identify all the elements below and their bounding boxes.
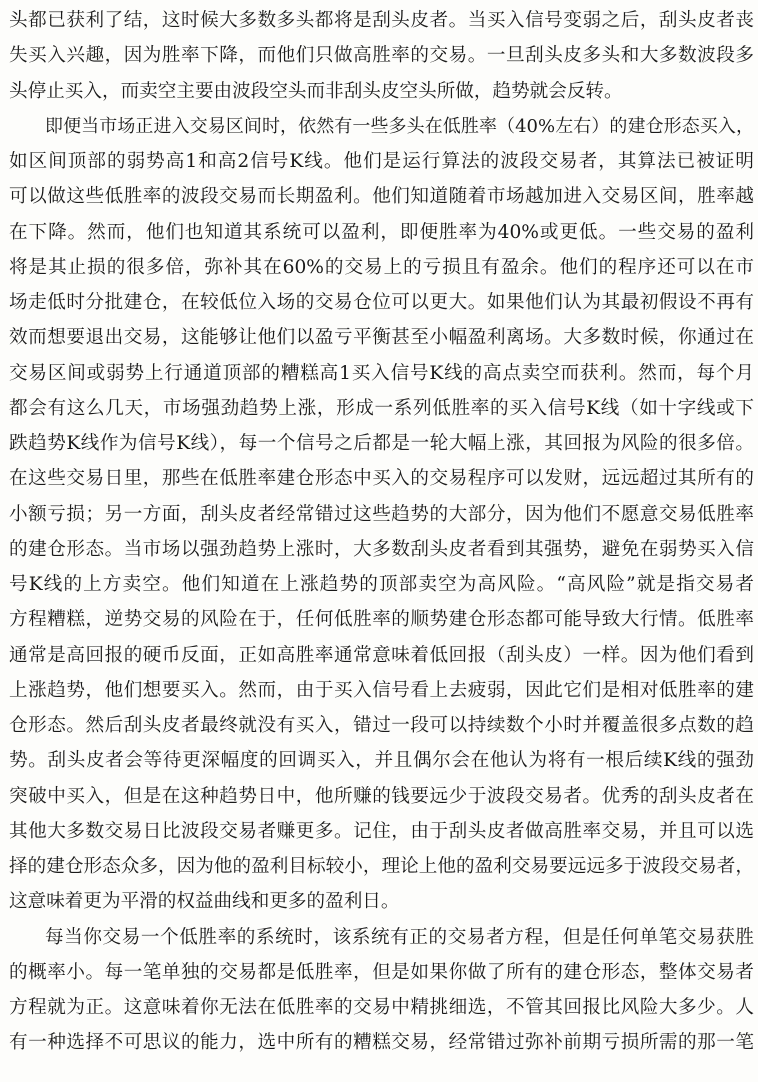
text-line: 这意味着更为平滑的权益曲线和更多的盈利日。 (9, 891, 400, 913)
paragraph-first-line: 即便当市场正进入交易区间时，依然有一些多头在低胜率（40%左右）的建仓形态买入， (45, 115, 754, 137)
text-line: 通常是高回报的硬币反面，正如高胜率通常意味着低回报（刮头皮）一样。因为他们看到 (9, 644, 754, 666)
text-line: 方程就为正。这意味着你无法在低胜率的交易中精挑细选，不管其回报比风险大多少。人 (9, 997, 754, 1018)
text-line: 场走低时分批建仓，在较低位入场的交易仓位可以更大。如果他们认为其最初假设不再有 (9, 292, 754, 313)
text-line: 将是其止损的很多倍，弥补其在60%的交易上的亏损且有盈余。他们的程序还可以在市 (9, 256, 754, 278)
text-line: 其他大多数交易日比波段交易者赚更多。记住，由于刮头皮者做高胜率交易，并且可以选 (9, 820, 754, 842)
text-line: 仓形态。然后刮头皮者最终就没有买入，错过一段可以持续数个小时并覆盖很多点数的趋 (9, 715, 754, 736)
text-line: 小额亏损；另一方面，刮头皮者经常错过这些趋势的大部分，因为他们不愿意交易低胜率 (9, 503, 754, 525)
text-line: 方程糟糕，逆势交易的风险在于，任何低胜率的顺势建仓形态都可能导致大行情。低胜率 (9, 609, 754, 631)
text-line: 都会有这么几天，市场强劲趋势上涨，形成一系列低胜率的买入信号K线（如十字线或下 (9, 397, 754, 419)
text-line: 效而想要退出交易，这能够让他们以盈亏平衡甚至小幅盈利离场。大多数时候，你通过在 (9, 327, 754, 349)
text-line: 在下降。然而，他们也知道其系统可以盈利，即便胜率为40%或更低。一些交易的盈利 (9, 221, 754, 243)
text-line: 的概率小。每一笔单独的交易都是低胜率，但是如果你做了所有的建仓形态，整体交易者 (9, 961, 754, 983)
text-line: 交易区间或弱势上行通道顶部的糟糕高1买入信号K线的高点卖空而获利。然而，每个月 (9, 362, 754, 384)
text-line: 势。刮头皮者会等待更深幅度的回调买入，并且偶尔会在他认为将有一根后续K线的强劲 (9, 750, 754, 772)
text-line: 如区间顶部的弱势高1和高2信号K线。他们是运行算法的波段交易者，其算法已被证明 (9, 151, 754, 172)
text-line: 头都已获利了结，这时候大多数多头都将是刮头皮者。当买入信号变弱之后，刮头皮者丧 (9, 10, 754, 31)
text-line: 上涨趋势，他们想要买入。然而，由于买入信号看上去疲弱，因此它们是相对低胜率的建 (9, 679, 754, 701)
text-line: 择的建仓形态众多，因为他的盈利目标较小，理论上他的盈利交易要远远多于波段交易者， (9, 856, 754, 877)
text-line: 突破中买入，但是在这种趋势日中，他所赚的钱要远少于波段交易者。优秀的刮头皮者在 (9, 785, 754, 807)
paragraph-first-line: 每当你交易一个低胜率的系统时，该系统有正的交易者方程，但是任何单笔交易获胜 (45, 926, 754, 948)
text-line: 有一种选择不可思议的能力，选中所有的糟糕交易，经常错过弥补前期亏损所需的那一笔 (9, 1032, 754, 1054)
text-line: 号K线的上方卖空。他们知道在上涨趋势的顶部卖空为高风险。“高风险”就是指交易者 (9, 574, 754, 595)
text-line: 的建仓形态。当市场以强劲趋势上涨时，大多数刮头皮者看到其强势，避免在弱势买入信 (9, 538, 754, 560)
text-line: 头停止买入，而卖空主要由波段空头而非刮头皮空头所做，趋势就会反转。 (9, 80, 623, 102)
text-line: 失买入兴趣，因为胜率下降，而他们只做高胜率的交易。一旦刮头皮多头和大多数波段多 (9, 45, 754, 67)
text-line: 可以做这些低胜率的波段交易而长期盈利。他们知道随着市场越加进入交易区间，胜率越 (9, 186, 754, 208)
text-line: 在这些交易日里，那些在低胜率建仓形态中买入的交易程序可以发财，远远超过其所有的 (9, 468, 754, 490)
text-line: 跌趋势K线作为信号K线），每一个信号之后都是一轮大幅上涨，其回报为风险的很多倍。 (9, 433, 754, 454)
